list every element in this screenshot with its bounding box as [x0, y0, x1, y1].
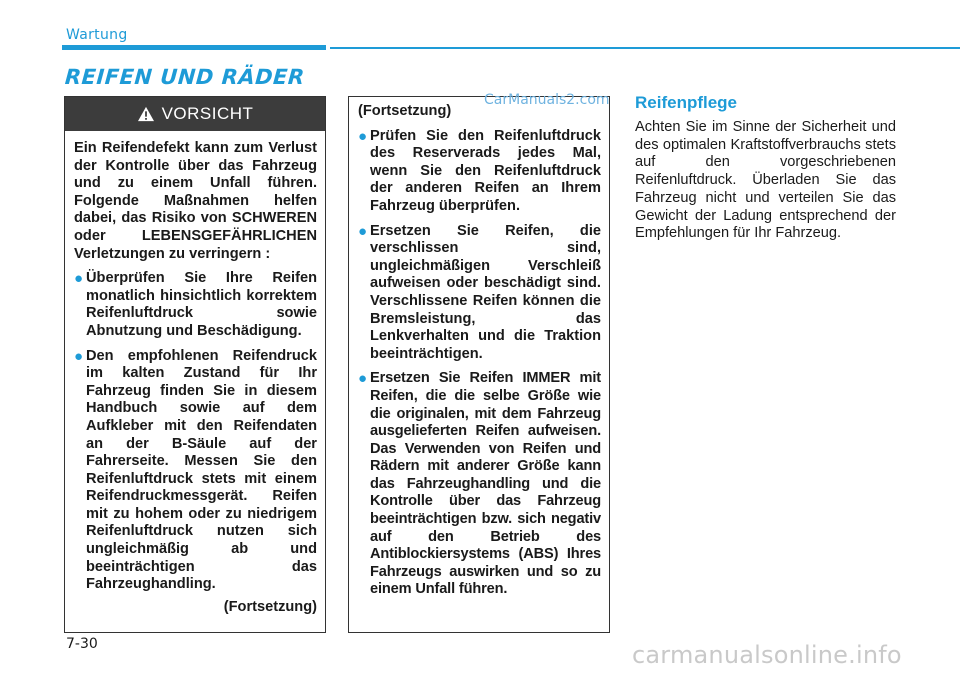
bullet-dot-icon: ●: [358, 370, 368, 388]
warning-box: [64, 96, 326, 633]
page-title: REIFEN UND RÄDER: [64, 65, 306, 89]
warning-triangle-icon: [137, 106, 155, 122]
section-body: Achten Sie im Sinne der Sicherheit und des optimalen Kraftstoffverbrauchs stets auf den vorgeschriebenen Reifenluftdruck. Überladen Sie das Fahrzeug nicht und verteilen Sie das Gewicht der Ladung entsprechend der Empfehlungen für Ihr Fahrzeug.: [635, 119, 896, 242]
header-rule-thin: [330, 47, 960, 49]
warning-intro: Ein Reifendefekt kann zum Verlust der Kontrolle über das Fahrzeug und zu einem Unfall führen. Folgende Maßnahmen helfen dabei, das Risiko von SCHWEREN oder LEBENSGEFÄHRLICHEN Verletzungen zu verringern :: [74, 140, 317, 262]
continuation-box: [348, 96, 610, 633]
list-item: [358, 128, 601, 216]
bullet-dot-icon: ●: [74, 270, 84, 288]
continuation-label: (Fortsetzung): [358, 103, 452, 119]
list-item: [74, 348, 317, 594]
page-number: 7-30: [66, 636, 98, 652]
watermark-bottom: carmanualsonline.info: [632, 641, 902, 669]
section-header: Wartung: [66, 27, 128, 43]
warning-bullet-text: Überprüfen Sie Ihre Reifen monatlich hinsichtlich korrektem Reifenluftdruck sowie Abnutzung und Beschädigung.: [86, 270, 317, 339]
list-item: [358, 370, 601, 599]
bullet-dot-icon: ●: [358, 127, 368, 145]
bullet-dot-icon: ●: [358, 222, 368, 240]
header-rule-thick: [62, 45, 326, 50]
warning-header: [65, 97, 325, 131]
bullet-dot-icon: ●: [74, 347, 84, 365]
warning-bullet-text: Den empfohlenen Reifendruck im kalten Zustand für Ihr Fahrzeug finden Sie in diesem Handbuch sowie auf dem Aufkleber mit den Reifendaten an der B-Säule auf der Fahrerseite. Messen Sie den Reifenluftdruck stets mit einem Reifendruckmessgerät. Reifen mit zu hohem oder zu niedrigem Reifenluftdruck nutzen sich ungleichmäßig ab und beeinträchtigen das Fahrzeughandling.: [86, 347, 317, 593]
warning-continued: (Fortsetzung): [223, 598, 317, 615]
continuation-bullet-text: Ersetzen Sie Reifen, die verschlissen sind, ungleichmäßigen Verschleiß aufweisen oder beschädigt sind. Verschlissene Reifen können die Bremsleistung, das Lenkverhalten und die Traktion beeinträchtigen.: [370, 222, 601, 362]
continuation-bullet-text: Prüfen Sie den Reifenluftdruck des Reserverads jedes Mal, wenn Sie den Reifenluftdruck der anderen Reifen an Ihrem Fahrzeug überprüfen.: [370, 127, 601, 214]
list-item: [358, 223, 601, 364]
section-title: Reifenpflege: [635, 93, 738, 112]
list-item: [74, 270, 317, 340]
warning-label: VORSICHT: [161, 104, 254, 123]
watermark-top: CarManuals2.com: [484, 92, 610, 108]
warning-body: [65, 131, 325, 616]
continuation-bullet-text: Ersetzen Sie Reifen IMMER mit Reifen, die die selbe Größe wie die originalen, mit dem Fahrzeug ausgelieferten Reifen aufweisen. Das Verwenden von Reifen und Rädern mit anderer Größe kann das Fahrzeughandling und die Kontrolle über das Fahrzeug beeinträchtigen bzw. sich negativ auf den Betrieb des Antiblockiersystems (ABS) Ihres Fahrzeugs auswirken und so zu einem Unfall führen.: [370, 370, 601, 598]
